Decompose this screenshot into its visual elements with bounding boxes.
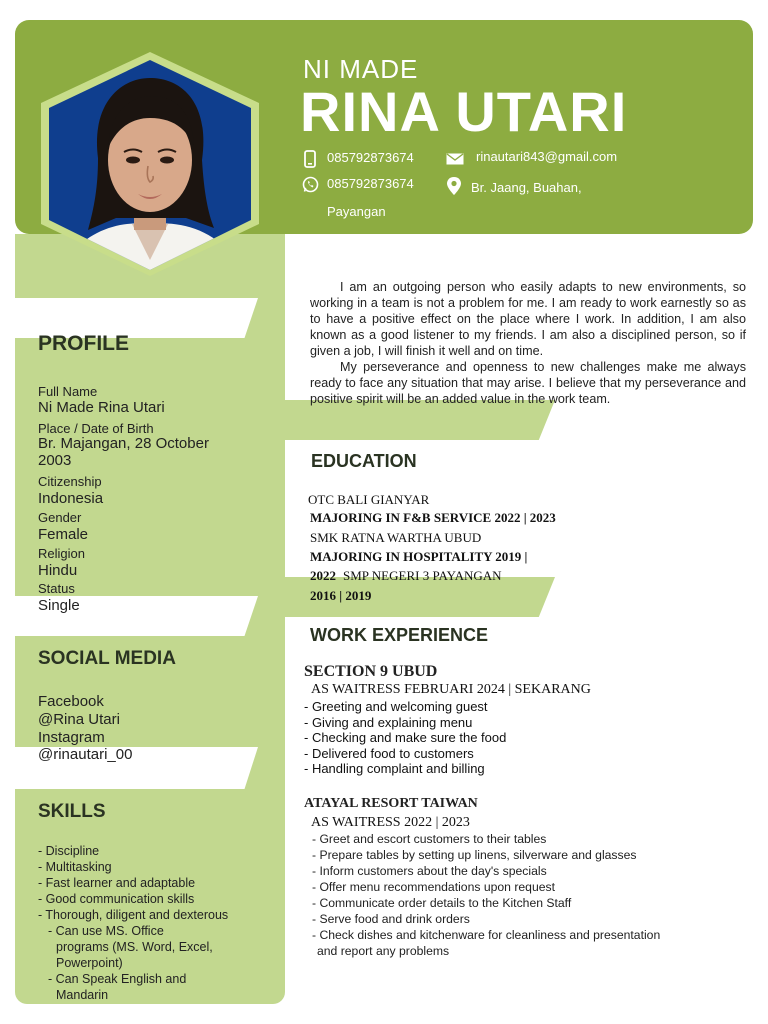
skills-heading: SKILLS	[38, 801, 106, 822]
gender-value: Female	[38, 526, 89, 543]
whatsapp-icon	[302, 176, 319, 193]
birth-value: Br. Majangan, 28 October	[38, 435, 209, 452]
job2-company: ATAYAL RESORT TAIWAN	[304, 796, 478, 811]
email-address: rinautari843@gmail.com	[476, 149, 618, 164]
first-name: NI MADE	[303, 54, 419, 84]
phone-icon	[304, 150, 316, 168]
skill-item: Powerpoint)	[56, 956, 123, 970]
email-icon	[446, 153, 464, 165]
whatsapp-number: 085792873674	[327, 176, 414, 191]
skill-item: - Multitasking	[38, 860, 112, 874]
education-detail: 2022	[310, 568, 336, 583]
facebook-label: Facebook	[38, 693, 104, 710]
citizenship-label: Citizenship	[38, 474, 102, 489]
skill-item: - Discipline	[38, 844, 100, 858]
job1-duty: - Checking and make sure the food	[304, 730, 507, 745]
job1-duty: - Giving and explaining menu	[304, 715, 473, 730]
work-experience-heading: WORK EXPERIENCE	[310, 625, 489, 645]
full-name-value: Ni Made Rina Utari	[38, 399, 165, 416]
job2-duty: - Check dishes and kitchenware for cleanliness and presentation	[312, 928, 661, 942]
facebook-handle: @Rina Utari	[38, 711, 120, 728]
job1-company: SECTION 9 UBUD	[304, 663, 438, 680]
instagram-handle: @rinautari_00	[38, 746, 133, 763]
skill-item: - Can use MS. Office	[48, 924, 164, 938]
education-school: OTC BALI GIANYAR	[308, 492, 430, 507]
skill-item: - Can Speak English and	[48, 972, 187, 986]
gender-label: Gender	[38, 510, 82, 525]
education-detail: MAJORING IN HOSPITALITY 2019 |	[310, 549, 528, 564]
skill-item: Mandarin	[56, 988, 109, 1002]
profile-heading: PROFILE	[38, 332, 130, 355]
about-paragraph-2: My perseverance and openness to new challenges make me always ready to face any situation that may arise. I believe that my perseverance and positive spirit will be an added value in the work team.	[310, 360, 746, 406]
skill-item: - Fast learner and adaptable	[38, 876, 196, 890]
job1-duty: - Handling complaint and billing	[304, 761, 485, 776]
job2-duty: and report any problems	[317, 944, 450, 958]
job2-duty: - Inform customers about the day's specials	[312, 864, 547, 878]
phone-number: 085792873674	[327, 150, 414, 165]
birth-label: Place / Date of Birth	[38, 421, 154, 436]
education-detail: MAJORING IN F&B SERVICE 2022 | 2023	[310, 510, 556, 525]
about-summary	[310, 279, 746, 407]
job1-duty: - Delivered food to customers	[304, 746, 474, 761]
job2-duty: - Communicate order details to the Kitchen Staff	[312, 896, 572, 910]
religion-value: Hindu	[38, 562, 78, 579]
social-media-heading: SOCIAL MEDIA	[38, 648, 176, 669]
education-detail: 2016 | 2019	[310, 588, 372, 603]
job1-duty: - Greeting and welcoming guest	[304, 699, 488, 714]
skill-item: programs (MS. Word, Excel,	[56, 940, 213, 954]
skill-item: - Good communication skills	[38, 892, 195, 906]
citizenship-value: Indonesia	[38, 490, 104, 507]
last-name: RINA UTARI	[300, 80, 628, 143]
location-pin-icon	[446, 176, 462, 196]
job2-duty: - Prepare tables by setting up linens, silverware and glasses	[312, 848, 637, 862]
profile-photo	[36, 48, 264, 278]
about-paragraph-1: I am an outgoing person who easily adapts to new environments, so working in a team is not a problem for me. I am ready to work earnestly so as to have a positive effect on the place where I work. In addition, I am also known as a good listener to my friends. I am also a disciplined person, so if given a job, I will finish it well and on time.	[310, 280, 746, 358]
status-value: Single	[38, 597, 80, 614]
status-label: Status	[38, 581, 75, 596]
birth-value-year: 2003	[38, 452, 72, 469]
job1-role: AS WAITRESS FEBRUARI 2024 | SEKARANG	[311, 682, 591, 697]
job2-role: AS WAITRESS 2022 | 2023	[311, 815, 470, 830]
address-line-1: Br. Jaang, Buahan,	[471, 180, 582, 195]
job2-duty: - Serve food and drink orders	[312, 912, 470, 926]
instagram-label: Instagram	[38, 729, 105, 746]
full-name-label: Full Name	[38, 384, 98, 399]
education-school: SMK RATNA WARTHA UBUD	[310, 530, 482, 545]
skill-item: - Thorough, diligent and dexterous	[38, 908, 229, 922]
education-heading: EDUCATION	[311, 451, 417, 471]
address-line-2: Payangan	[327, 204, 386, 219]
job2-duty: - Offer menu recommendations upon request	[312, 880, 555, 894]
education-school: SMP NEGERI 3 PAYANGAN	[343, 568, 502, 583]
job2-duty: - Greet and escort customers to their tables	[312, 832, 547, 846]
religion-label: Religion	[38, 546, 85, 561]
